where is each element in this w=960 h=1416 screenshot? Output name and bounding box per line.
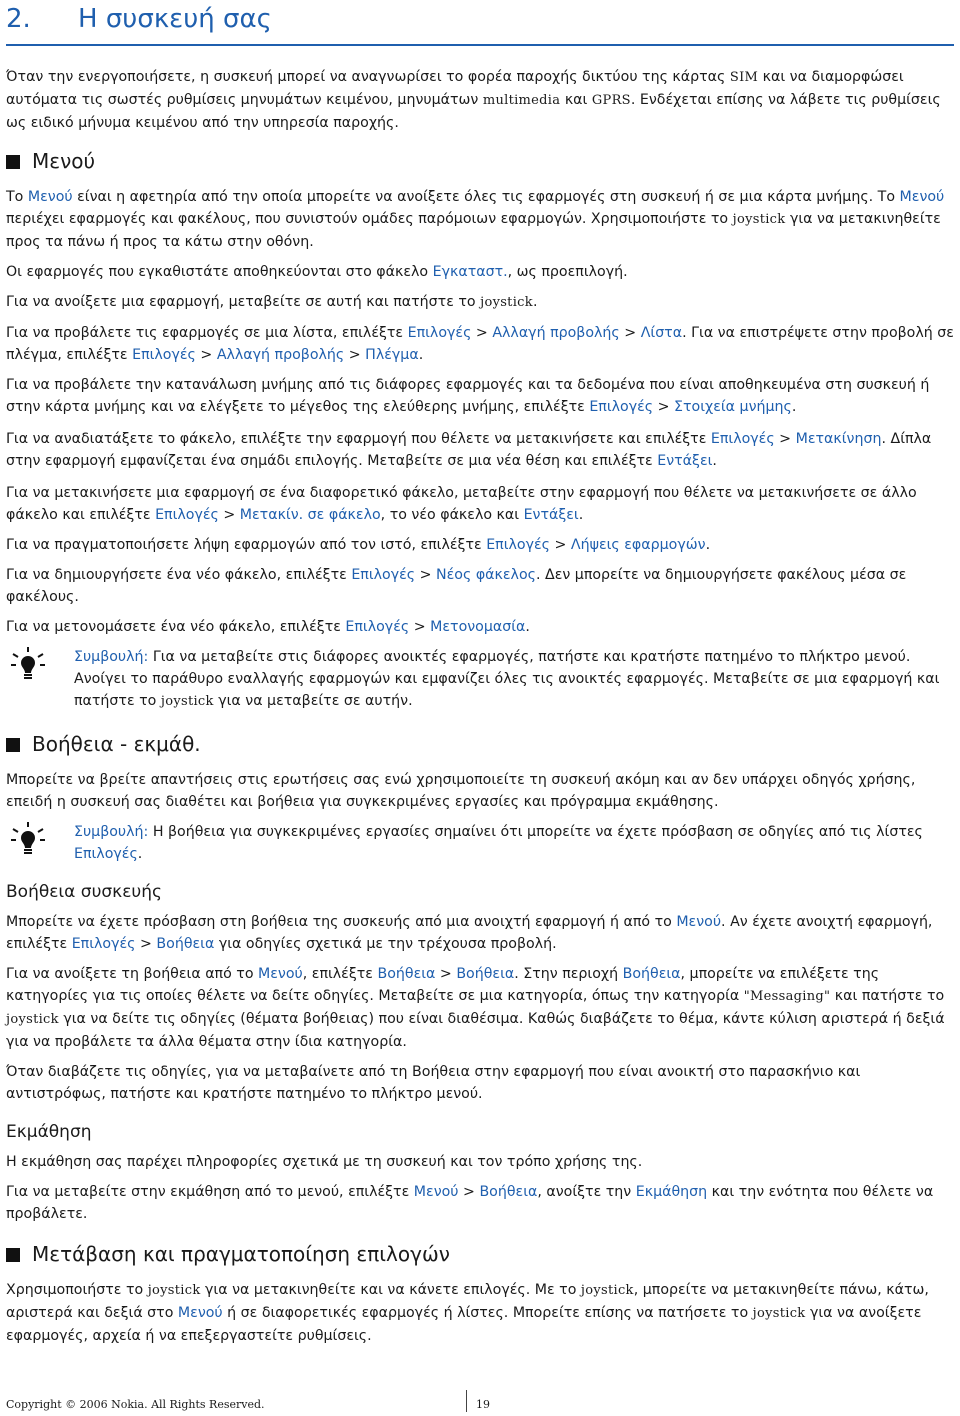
link-help[interactable]: Βοήθεια [456, 966, 515, 982]
link-help[interactable]: Βοήθεια [479, 1184, 538, 1200]
help-paragraph-1: Μπορείτε να βρείτε απαντήσεις στις ερωτήσεις σας ενώ χρησιμοποιείτε τη συσκευή ακόμη και αν δεν υπάρχει οδηγός χρήσης, επειδή η συσκευή σας διαθέτει και βοήθεια για συγκεκριμένες εργασίες και πρόγραμμα εκμάθησης. [6, 772, 916, 810]
link-change-view[interactable]: Αλλαγή προβολής [216, 347, 345, 363]
footer-divider [466, 1390, 467, 1412]
menu-paragraph-9: Για να δημιουργήσετε ένα νέο φάκελο, επιλέξτε Επιλογές > Νέος φάκελος. Δεν μπορείτε να δημιουργήσετε φακέλους μέσα σε φακέλους. [6, 567, 907, 605]
link-options[interactable]: Επιλογές [589, 399, 654, 415]
link-options[interactable]: Επιλογές [407, 325, 472, 341]
link-menu[interactable]: Μενού [258, 966, 303, 982]
link-menu[interactable]: Μενού [676, 914, 722, 930]
link-menu[interactable]: Μενού [177, 1305, 223, 1321]
tip-label: Συμβουλή: [74, 649, 149, 665]
link-grid[interactable]: Πλέγμα [365, 347, 419, 363]
page-content [6, 66, 954, 1355]
device-help-paragraph-2: Για να ανοίξετε τη βοήθεια από το Μενού, επιλέξτε Βοήθεια > Βοήθεια. Στην περιοχή Βοήθεια, μπορείτε να επιλέξετε της κατηγορίες για τις οποίες θέλετε να δείτε οδηγίες. Μεταβείτε σε μια κατηγορία, όπως την κατηγορία "Messaging" και πατήστε το joystick για να δείτε τις οδηγίες (θέματα βοήθειας) που είναι διαθέσιμα. Καθώς διαβάζετε το θέμα, κάντε κύλιση αριστερά ή δεξιά για να προβάλετε τα άλλα θέματα στην ίδια κατηγορία. [6, 966, 945, 1050]
link-options[interactable]: Επιλογές [486, 537, 550, 553]
link-help[interactable]: Βοήθεια [377, 966, 436, 982]
link-help[interactable]: Βοήθεια [622, 966, 681, 982]
link-menu[interactable]: Μενού [413, 1184, 459, 1200]
tutorial-heading: Εκμάθηση [6, 1122, 92, 1142]
menu-paragraph-10: Για να μετονομάσετε ένα νέο φάκελο, επιλέξτε Επιλογές > Μετονομασία. [6, 619, 530, 635]
copyright-text: Copyright © 2006 Nokia. All Rights Reserved. [6, 1398, 265, 1411]
link-options[interactable]: Επιλογές [710, 431, 775, 447]
tutorial-paragraph-1: Η εκμάθηση σας παρέχει πληροφορίες σχετικά με τη συσκευή και τον τρόπο χρήσης της. [6, 1154, 643, 1170]
link-change-view[interactable]: Αλλαγή προβολής [492, 325, 620, 341]
link-menu[interactable]: Μενού [899, 189, 945, 205]
link-list[interactable]: Λίστα [640, 325, 683, 341]
menu-paragraph-5: Για να προβάλετε την κατανάλωση μνήμης από τις διάφορες εφαρμογές και τα δεδομένα που είναι αποθηκευμένα στη συσκευή ή στην κάρτα μνήμης και να ελέγξετε το μέγεθος της ελεύθερης μνήμης, επιλέξτε Επιλογές > Στοιχεία μνήμης. [6, 377, 930, 415]
menu-paragraph-2: Οι εφαρμογές που εγκαθιστάτε αποθηκεύονται στο φάκελο Εγκαταστ., ως προεπιλογή. [6, 264, 628, 280]
chapter-number: 2. [6, 4, 31, 34]
link-menu[interactable]: Μενού [27, 189, 73, 205]
link-rename[interactable]: Μετονομασία [430, 619, 526, 635]
menu-paragraph-6: Για να αναδιατάξετε το φάκελο, επιλέξτε την εφαρμογή που θέλετε να μετακινήσετε και επιλέξτε Επιλογές > Μετακίνηση. Δίπλα στην εφαρμογή εμφανίζεται ένα σημάδι επιλογής. Μεταβείτε σε μια νέα θέση και επιλέξτε Εντάξει. [6, 431, 932, 469]
link-new-folder[interactable]: Νέος φάκελος [436, 567, 536, 583]
page-footer [6, 1398, 954, 1412]
heading-bullet [6, 1248, 20, 1262]
link-options[interactable]: Επιλογές [351, 567, 416, 583]
link-move[interactable]: Μετακίνηση [795, 431, 882, 447]
link-install-folder[interactable]: Εγκαταστ. [432, 264, 508, 280]
link-options[interactable]: Επιλογές [345, 619, 410, 635]
tip-block: Συμβουλή: Η βοήθεια για συγκεκριμένες εργασίες σημαίνει ότι μπορείτε να έχετε πρόσβαση σε οδηγίες από τις λίστες Επιλογές. [6, 821, 954, 865]
link-ok[interactable]: Εντάξει [523, 507, 579, 523]
tip-label: Συμβουλή: [74, 824, 149, 840]
link-move-to-folder[interactable]: Μετακίν. σε φάκελο [239, 507, 381, 523]
link-help[interactable]: Βοήθεια [156, 936, 215, 952]
link-ok[interactable]: Εντάξει [657, 453, 713, 469]
menu-paragraph-3: Για να ανοίξετε μια εφαρμογή, μεταβείτε σε αυτή και πατήστε το joystick. [6, 294, 538, 310]
page-number: 19 [476, 1398, 490, 1411]
help-heading: Βοήθεια - εκμάθ. [6, 731, 954, 757]
chapter-title: Η συσκευή σας [78, 4, 272, 34]
link-app-downloads[interactable]: Λήψεις εφαρμογών [570, 537, 706, 553]
device-help-paragraph-1: Μπορείτε να έχετε πρόσβαση στη βοήθεια της συσκευής από μια ανοιχτή εφαρμογή ή από το Μενού. Αν έχετε ανοιχτή εφαρμογή, επιλέξτε Επιλογές > Βοήθεια για οδηγίες σχετικά με την τρέχουσα προβολή. [6, 914, 933, 952]
intro-paragraph: Όταν την ενεργοποιήσετε, η συσκευή μπορεί να αναγνωρίσει το φορέα παροχής δικτύου της κάρτας SIM και να διαμορφώσει αυτόματα τις σωστές ρυθμίσεις μηνυμάτων κειμένου, μηνυμάτων multimedia και GPRS. Ενδέχεται επίσης να λάβετε τις ρυθμίσεις ως ειδικό μήνυμα κειμένου από την υπηρεσία παροχής. [6, 69, 941, 131]
device-help-paragraph-3: Όταν διαβάζετε τις οδηγίες, για να μεταβαίνετε από τη Βοήθεια στην εφαρμογή που είναι ανοικτή στο παρασκήνιο και αντιστρόφως, πατήστε και κρατήστε πατημένο το πλήκτρο μενού. [6, 1064, 861, 1102]
heading-bullet [6, 738, 20, 752]
heading-bullet [6, 155, 20, 169]
link-options[interactable]: Επιλογές [74, 846, 138, 862]
navigation-heading: Μετάβαση και πραγματοποίηση επιλογών [6, 1241, 954, 1267]
navigation-paragraph-1: Χρησιμοποιήστε το joystick για να μετακινηθείτε και να κάνετε επιλογές. Με το joystick, μπορείτε να μετακινηθείτε πάνω, κάτω, αριστερά και δεξιά στο Μενού ή σε διαφορετικές εφαρμογές ή λίστες. Μπορείτε επίσης να πατήσετε το joystick για να ανοίξετε εφαρμογές, αρχεία ή να επεξεργαστείτε ρυθμίσεις. [6, 1282, 929, 1344]
tip-block: Συμβουλή: Για να μεταβείτε στις διάφορες ανοικτές εφαρμογές, πατήστε και κρατήστε πατημένο το πλήκτρο μενού. Ανοίγει το παράθυρο εναλλαγής εφαρμογών και εμφανίζει όλες τις ανοικτές εφαρμογές. Μεταβείτε σε μια εφαρμογή και πατήστε το joystick για να μεταβείτε σε αυτήν. [6, 646, 954, 713]
menu-paragraph-8: Για να πραγματοποιήσετε λήψη εφαρμογών από τον ιστό, επιλέξτε Επιλογές > Λήψεις εφαρμογών. [6, 537, 711, 553]
lightbulb-icon [10, 821, 46, 857]
menu-paragraph-4: Για να προβάλετε τις εφαρμογές σε μια λίστα, επιλέξτε Επιλογές > Αλλαγή προβολής > Λίστα. Για να επιστρέψετε στην προβολή σε πλέγμα, επιλέξτε Επιλογές > Αλλαγή προβολής > Πλέγμα. [6, 325, 954, 363]
link-memory-details[interactable]: Στοιχεία μνήμης [674, 399, 792, 415]
link-tutorial[interactable]: Εκμάθηση [635, 1184, 708, 1200]
tutorial-paragraph-2: Για να μεταβείτε στην εκμάθηση από το μενού, επιλέξτε Μενού > Βοήθεια, ανοίξτε την Εκμάθηση και την ενότητα που θέλετε να προβάλετε. [6, 1184, 934, 1222]
chapter-header [6, 0, 954, 46]
menu-paragraph-1: Το Μενού είναι η αφετηρία από την οποία μπορείτε να ανοίξετε όλες τις εφαρμογές στη συσκευή ή σε μια κάρτα μνήμης. Το Μενού περιέχει εφαρμογές και φακέλους, που συνιστούν ομάδες παρόμοιων εφαρμογών. Χρησιμοποιήστε το joystick για να μετακινηθείτε προς τα πάνω ή προς τα κάτω στην οθόνη. [6, 189, 945, 250]
device-help-heading: Βοήθεια συσκευής [6, 882, 162, 902]
menu-paragraph-7: Για να μετακινήσετε μια εφαρμογή σε ένα διαφορετικό φάκελο, μεταβείτε στην εφαρμογή που θέλετε να μετακινήσετε σε άλλο φάκελο και επιλέξτε Επιλογές > Μετακίν. σε φάκελο, το νέο φάκελο και Εντάξει. [6, 485, 917, 523]
menu-heading: Μενού [6, 148, 954, 174]
lightbulb-icon [10, 646, 46, 682]
link-options[interactable]: Επιλογές [132, 347, 196, 363]
link-options[interactable]: Επιλογές [71, 936, 136, 952]
link-options[interactable]: Επιλογές [155, 507, 219, 523]
